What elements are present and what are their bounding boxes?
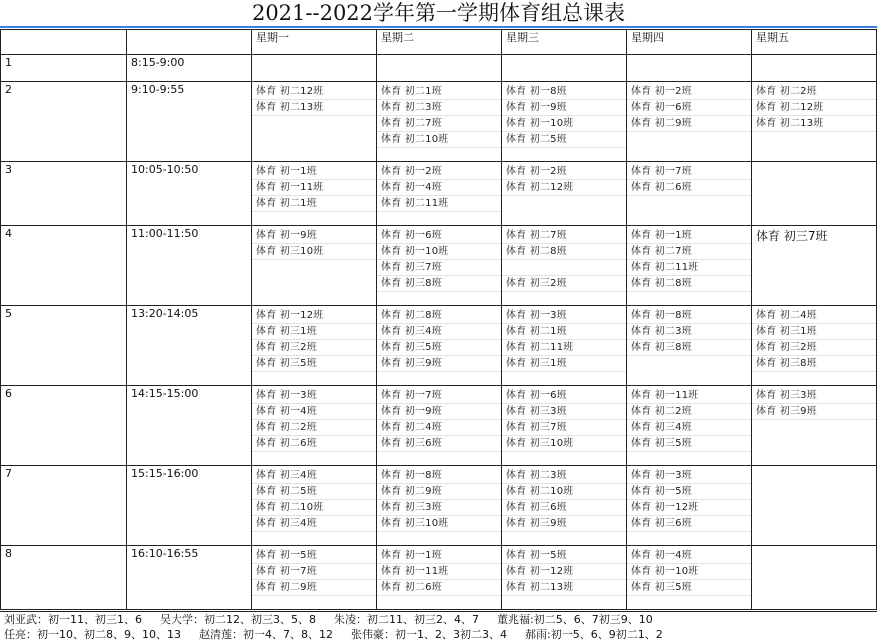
class-entry: 体育 初一6班 <box>502 388 626 404</box>
class-entry: 体育 初二1班 <box>502 324 626 340</box>
schedule-cell <box>752 226 877 306</box>
class-entry: 体育 初二2班 <box>252 420 376 436</box>
period-number: 8 <box>1 546 127 610</box>
period-number: 6 <box>1 386 127 466</box>
class-entry: 体育 初二12班 <box>252 84 376 100</box>
class-entry: 体育 初三5班 <box>627 580 751 596</box>
class-entry: 体育 初三7班 <box>377 260 501 276</box>
schedule-cell <box>752 162 877 226</box>
class-entry: 体育 初三4班 <box>627 420 751 436</box>
header-row <box>1 30 877 55</box>
period-number: 2 <box>1 82 127 162</box>
teacher-assignment: 张伟豪：初一1、2、3初二3、4 <box>351 628 507 641</box>
header-blank-time <box>127 30 252 55</box>
period-row <box>1 386 877 466</box>
class-entry: 体育 初一10班 <box>377 244 501 260</box>
class-entry: 体育 初二9班 <box>627 116 751 132</box>
class-entry: 体育 初一1班 <box>377 548 501 564</box>
schedule-cell <box>627 386 752 466</box>
class-entry: 体育 初二4班 <box>377 420 501 436</box>
class-entry: 体育 初三3班 <box>502 404 626 420</box>
schedule-cell <box>377 466 502 546</box>
header-day-thu: 星期四 <box>627 30 752 55</box>
schedule-cell <box>502 306 627 386</box>
class-entry: 体育 初二7班 <box>627 244 751 260</box>
class-entry: 体育 初一10班 <box>502 116 626 132</box>
period-number: 4 <box>1 226 127 306</box>
period-time: 9:10-9:55 <box>127 82 252 162</box>
class-entry: 体育 初一7班 <box>377 388 501 404</box>
class-entry: 体育 初一12班 <box>627 500 751 516</box>
class-entry: 体育 初三9班 <box>752 404 876 420</box>
period-row <box>1 466 877 546</box>
class-entry: 体育 初二11班 <box>627 260 751 276</box>
class-entry: 体育 初二6班 <box>377 580 501 596</box>
teacher-roster <box>0 611 877 644</box>
class-entry: 体育 初二6班 <box>627 180 751 196</box>
class-entry: 体育 初三1班 <box>502 356 626 372</box>
class-entry: 体育 初三8班 <box>627 340 751 356</box>
class-entry: 体育 初一5班 <box>502 548 626 564</box>
class-entry: 体育 初二2班 <box>627 404 751 420</box>
class-entry: 体育 初三6班 <box>377 436 501 452</box>
schedule-cell <box>252 546 377 610</box>
class-entry: 体育 初一5班 <box>252 548 376 564</box>
header-day-fri: 星期五 <box>752 30 877 55</box>
class-entry: 体育 初二8班 <box>377 308 501 324</box>
period-row <box>1 82 877 162</box>
schedule-cell <box>752 82 877 162</box>
schedule-cell <box>627 55 752 82</box>
period-time: 14:15-15:00 <box>127 386 252 466</box>
roster-line-2 <box>0 627 877 642</box>
class-entry: 体育 初三5班 <box>252 356 376 372</box>
class-entry: 体育 初二8班 <box>502 244 626 260</box>
class-entry: 体育 初一7班 <box>627 164 751 180</box>
class-entry: 体育 初二10班 <box>377 132 501 148</box>
class-entry: 体育 初一8班 <box>502 84 626 100</box>
period-number: 7 <box>1 466 127 546</box>
teacher-assignment: 吴大学：初二12、初三3、5、8 <box>160 613 316 626</box>
teacher-assignment: 任亮：初一10、初二8、9、10、13 <box>4 628 181 641</box>
class-entry: 体育 初二9班 <box>377 484 501 500</box>
schedule-cell <box>252 162 377 226</box>
schedule-cell <box>377 226 502 306</box>
period-time: 13:20-14:05 <box>127 306 252 386</box>
teacher-assignment: 朱凌：初二11、初三2、4、7 <box>334 613 479 626</box>
teacher-assignment: 董兆福:初二5、6、7初三9、10 <box>497 613 653 626</box>
period-number: 1 <box>1 55 127 82</box>
header-day-wed: 星期三 <box>502 30 627 55</box>
class-entry: 体育 初二2班 <box>752 84 876 100</box>
timetable <box>0 29 877 610</box>
schedule-cell <box>252 386 377 466</box>
class-entry: 体育 初三3班 <box>752 388 876 404</box>
schedule-cell <box>502 162 627 226</box>
class-entry: 体育 初三1班 <box>752 324 876 340</box>
class-entry: 体育 初一1班 <box>252 164 376 180</box>
schedule-cell <box>627 466 752 546</box>
class-entry: 体育 初二8班 <box>627 276 751 292</box>
schedule-cell <box>502 546 627 610</box>
class-entry: 体育 初二7班 <box>502 228 626 244</box>
schedule-cell <box>627 162 752 226</box>
period-time: 10:05-10:50 <box>127 162 252 226</box>
class-entry: 体育 初三5班 <box>627 436 751 452</box>
period-number: 3 <box>1 162 127 226</box>
class-entry: 体育 初三8班 <box>377 276 501 292</box>
class-entry: 体育 初二6班 <box>252 436 376 452</box>
class-entry <box>502 260 626 276</box>
header-day-mon: 星期一 <box>252 30 377 55</box>
class-entry: 体育 初一11班 <box>252 180 376 196</box>
class-entry: 体育 初三10班 <box>502 436 626 452</box>
schedule-cell <box>627 226 752 306</box>
schedule-cell <box>752 546 877 610</box>
class-entry: 体育 初一3班 <box>502 308 626 324</box>
class-entry: 体育 初三2班 <box>502 276 626 292</box>
class-entry: 体育 初一6班 <box>377 228 501 244</box>
class-entry: 体育 初三9班 <box>377 356 501 372</box>
schedule-cell <box>502 226 627 306</box>
header-day-tue: 星期二 <box>377 30 502 55</box>
schedule-cell <box>377 386 502 466</box>
class-entry: 体育 初二9班 <box>252 580 376 596</box>
class-entry: 体育 初三9班 <box>502 516 626 532</box>
class-entry: 体育 初一4班 <box>252 404 376 420</box>
period-row <box>1 226 877 306</box>
period-row <box>1 306 877 386</box>
class-entry: 体育 初二13班 <box>502 580 626 596</box>
class-entry: 体育 初一10班 <box>627 564 751 580</box>
schedule-cell <box>752 466 877 546</box>
class-entry: 体育 初一4班 <box>377 180 501 196</box>
schedule-cell <box>377 162 502 226</box>
schedule-cell <box>752 306 877 386</box>
period-time: 16:10-16:55 <box>127 546 252 610</box>
schedule-cell <box>252 55 377 82</box>
class-entry: 体育 初三4班 <box>377 324 501 340</box>
class-entry: 体育 初三7班 <box>756 229 828 243</box>
schedule-cell <box>752 55 877 82</box>
schedule-cell <box>377 546 502 610</box>
class-entry: 体育 初三4班 <box>252 468 376 484</box>
teacher-assignment: 郝雨:初一5、6、9初二1、2 <box>525 628 663 641</box>
schedule-cell <box>252 306 377 386</box>
class-entry: 体育 初三8班 <box>752 356 876 372</box>
roster-line-1 <box>0 612 877 627</box>
schedule-cell <box>627 546 752 610</box>
class-entry: 体育 初二10班 <box>252 500 376 516</box>
class-entry: 体育 初一2班 <box>502 164 626 180</box>
header-blank-num <box>1 30 127 55</box>
period-number: 5 <box>1 306 127 386</box>
class-entry: 体育 初一3班 <box>627 468 751 484</box>
class-entry: 体育 初一1班 <box>627 228 751 244</box>
schedule-cell <box>502 466 627 546</box>
class-entry: 体育 初三6班 <box>502 500 626 516</box>
class-entry: 体育 初一7班 <box>252 564 376 580</box>
class-entry: 体育 初三3班 <box>377 500 501 516</box>
class-entry: 体育 初三1班 <box>252 324 376 340</box>
page-title: 2021--2022学年第一学期体育组总课表 <box>0 0 877 28</box>
period-time: 15:15-16:00 <box>127 466 252 546</box>
class-entry: 体育 初一11班 <box>377 564 501 580</box>
class-entry: 体育 初二13班 <box>252 100 376 116</box>
class-entry: 体育 初一11班 <box>627 388 751 404</box>
class-entry: 体育 初二13班 <box>752 116 876 132</box>
schedule-cell <box>252 226 377 306</box>
class-entry: 体育 初二10班 <box>502 484 626 500</box>
class-entry: 体育 初三6班 <box>627 516 751 532</box>
class-entry: 体育 初一2班 <box>377 164 501 180</box>
class-entry: 体育 初二3班 <box>627 324 751 340</box>
class-entry: 体育 初二1班 <box>252 196 376 212</box>
class-entry: 体育 初一9班 <box>377 404 501 420</box>
class-entry: 体育 初二5班 <box>252 484 376 500</box>
class-entry: 体育 初二12班 <box>502 180 626 196</box>
class-entry: 体育 初一9班 <box>252 228 376 244</box>
class-entry: 体育 初三5班 <box>377 340 501 356</box>
class-entry: 体育 初二5班 <box>502 132 626 148</box>
class-entry: 体育 初三10班 <box>377 516 501 532</box>
schedule-cell <box>627 306 752 386</box>
class-entry: 体育 初一6班 <box>627 100 751 116</box>
class-entry: 体育 初三2班 <box>252 340 376 356</box>
schedule-cell <box>377 55 502 82</box>
class-entry: 体育 初一2班 <box>627 84 751 100</box>
period-row <box>1 546 877 610</box>
class-entry: 体育 初二3班 <box>377 100 501 116</box>
period-time: 11:00-11:50 <box>127 226 252 306</box>
schedule-cell <box>502 55 627 82</box>
class-entry: 体育 初三4班 <box>252 516 376 532</box>
schedule-cell <box>752 386 877 466</box>
period-row <box>1 162 877 226</box>
class-entry: 体育 初二11班 <box>377 196 501 212</box>
teacher-assignment: 赵清莲：初一4、7、8、12 <box>199 628 333 641</box>
class-entry: 体育 初二3班 <box>502 468 626 484</box>
schedule-cell <box>252 466 377 546</box>
class-entry: 体育 初一5班 <box>627 484 751 500</box>
class-entry: 体育 初一8班 <box>627 308 751 324</box>
class-entry: 体育 初一3班 <box>252 388 376 404</box>
schedule-cell <box>627 82 752 162</box>
class-entry: 体育 初一8班 <box>377 468 501 484</box>
class-entry: 体育 初二11班 <box>502 340 626 356</box>
period-time: 8:15-9:00 <box>127 55 252 82</box>
teacher-assignment: 刘亚武：初一11、初三1、6 <box>4 613 142 626</box>
class-entry: 体育 初一9班 <box>502 100 626 116</box>
class-entry: 体育 初二1班 <box>377 84 501 100</box>
schedule-cell <box>377 306 502 386</box>
class-entry: 体育 初二12班 <box>752 100 876 116</box>
schedule-cell <box>377 82 502 162</box>
class-entry: 体育 初二4班 <box>752 308 876 324</box>
class-entry: 体育 初三2班 <box>752 340 876 356</box>
class-entry: 体育 初三7班 <box>502 420 626 436</box>
schedule-cell <box>502 82 627 162</box>
class-entry: 体育 初三10班 <box>252 244 376 260</box>
class-entry: 体育 初二7班 <box>377 116 501 132</box>
class-entry: 体育 初一12班 <box>252 308 376 324</box>
period-row <box>1 55 877 82</box>
class-entry: 体育 初一4班 <box>627 548 751 564</box>
schedule-cell <box>252 82 377 162</box>
class-entry: 体育 初一12班 <box>502 564 626 580</box>
schedule-cell <box>502 386 627 466</box>
